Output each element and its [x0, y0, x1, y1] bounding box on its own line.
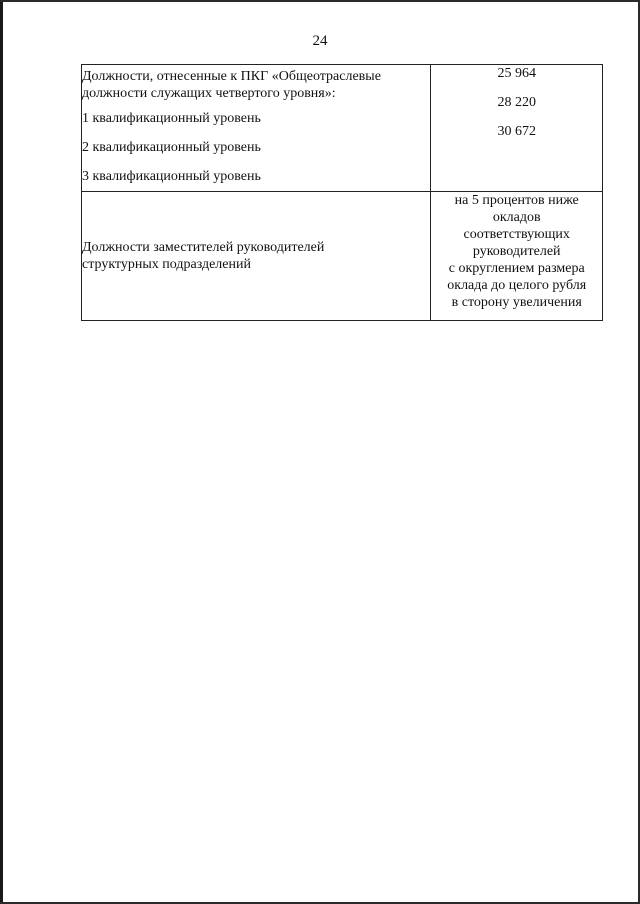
group-title-line-2: должности служащих четвертого уровня»: [82, 86, 336, 101]
page-edge-left [0, 0, 3, 904]
level-label: 1 квалификационный уровень [82, 111, 261, 126]
salary-value: 30 672 [497, 124, 536, 139]
deputy-value-line: в сторону увеличения [451, 295, 582, 310]
deputy-label-line-1: Должности заместителей руководителей [82, 240, 325, 255]
level-label: 2 квалификационный уровень [82, 140, 261, 155]
deputy-value-line: соответствующих [463, 227, 570, 242]
salary-value: 25 964 [497, 66, 536, 81]
deputy-value-line: на 5 процентов ниже [454, 193, 579, 208]
salary-values-cell [431, 65, 603, 192]
page-edge-top [0, 0, 640, 2]
salary-value: 28 220 [497, 95, 536, 110]
deputy-label-cell [82, 192, 431, 321]
deputy-value-line: руководителей [472, 244, 561, 259]
page-number: 24 [312, 33, 328, 49]
deputy-label-line-2: структурных подразделений [82, 257, 251, 272]
deputy-value-cell [431, 192, 603, 321]
table-row [82, 192, 603, 321]
group-cell [82, 65, 431, 192]
salary-table [81, 64, 603, 321]
table-row [82, 65, 603, 192]
deputy-value-line: с округлением размера [448, 261, 585, 276]
group-title-line-1: Должности, отнесенные к ПКГ «Общеотраслевые [82, 69, 381, 84]
deputy-value-line: оклада до целого рубля [447, 278, 587, 293]
deputy-value-line: окладов [492, 210, 541, 225]
level-label: 3 квалификационный уровень [82, 169, 261, 184]
